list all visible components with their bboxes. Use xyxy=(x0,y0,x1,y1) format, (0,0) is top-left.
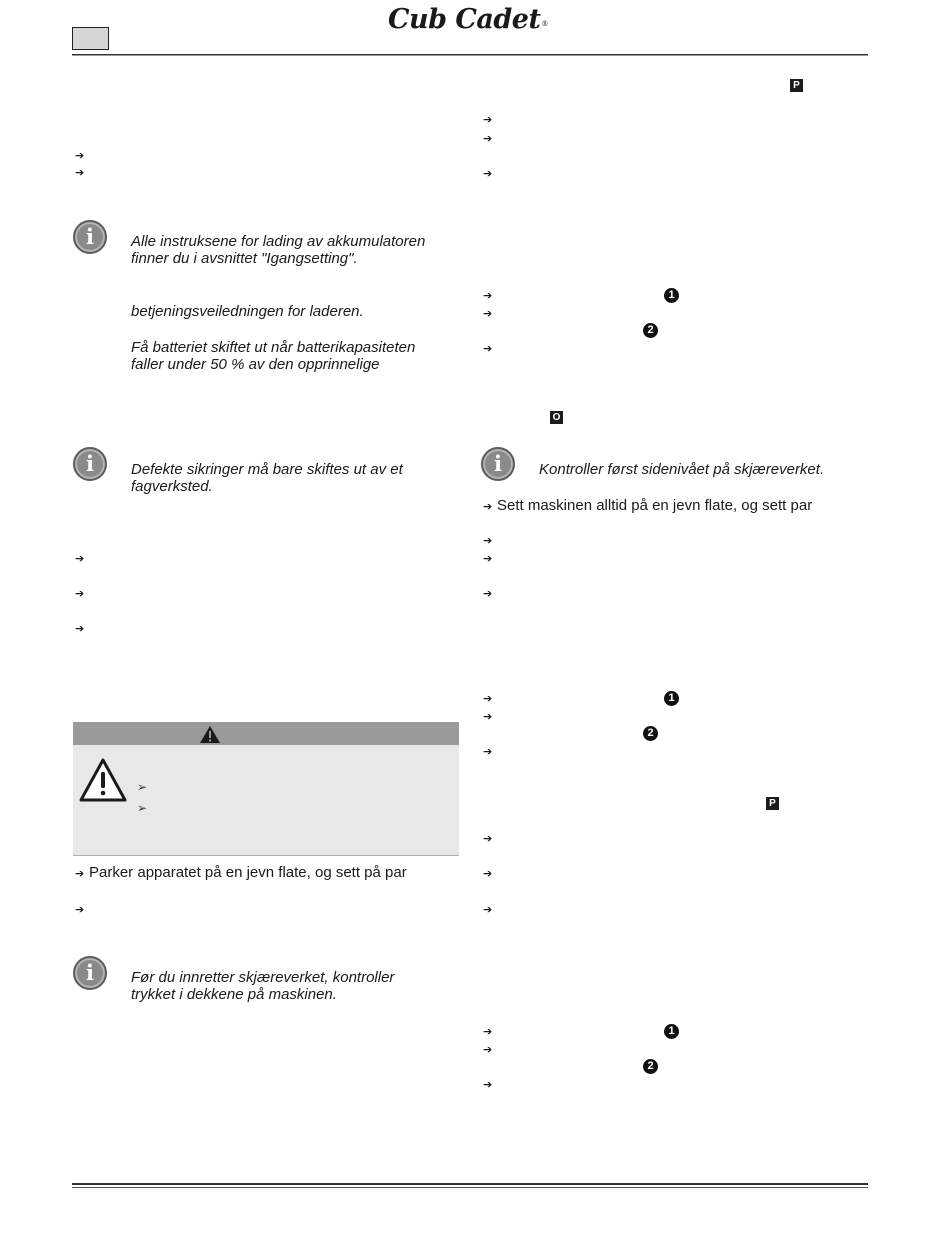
arrow-right-icon: ➔ xyxy=(483,552,493,565)
arrow-right-icon: ➔ xyxy=(483,500,493,513)
brand-logo: Cub Cadet® xyxy=(388,4,548,35)
footer-divider xyxy=(72,1183,868,1185)
arrow-right-icon: ➔ xyxy=(75,867,85,880)
info-text-line: faller under 50 % av den opprinnelige xyxy=(131,356,380,373)
info-text-line: Defekte sikringer må bare skiftes ut av et xyxy=(131,461,403,478)
arrow-right-icon: ➔ xyxy=(483,342,493,355)
warning-triangle-icon xyxy=(78,757,128,803)
warning-triangle-icon xyxy=(199,725,221,744)
arrow-right-icon: ➔ xyxy=(483,745,493,758)
info-text-line: Før du innretter skjæreverket, kontroller xyxy=(131,969,395,986)
chevron-right-icon: ➢ xyxy=(137,780,148,794)
info-text-line: fagverksted. xyxy=(131,478,213,495)
page-number-box xyxy=(72,27,109,50)
arrow-right-icon: ➔ xyxy=(483,1025,493,1038)
arrow-right-icon: ➔ xyxy=(483,692,493,705)
info-text-line: Kontroller først sidenivået på skjæreverket. xyxy=(539,461,825,478)
footer-divider xyxy=(72,1187,868,1188)
info-text-line: Få batteriet skiftet ut når batterikapasiteten xyxy=(131,339,416,356)
park-badge: P xyxy=(790,79,803,92)
step-2-badge: 2 xyxy=(643,1059,658,1074)
warning-body xyxy=(73,745,459,856)
info-icon: i xyxy=(481,447,515,481)
step-2-badge: 2 xyxy=(643,726,658,741)
info-text-line: finner du i avsnittet "Igangsetting". xyxy=(131,250,358,267)
info-text-line: trykket i dekkene på maskinen. xyxy=(131,986,337,1003)
arrow-right-icon: ➔ xyxy=(483,587,493,600)
arrow-right-icon: ➔ xyxy=(75,166,85,179)
arrow-right-icon: ➔ xyxy=(483,1078,493,1091)
park-badge: P xyxy=(766,797,779,810)
arrow-right-icon: ➔ xyxy=(483,307,493,320)
arrow-right-icon: ➔ xyxy=(483,710,493,723)
info-text-line: Alle instruksene for lading av akkumulatoren xyxy=(131,233,426,250)
instruction-text: Sett maskinen alltid på en jevn flate, og sett par xyxy=(497,497,813,514)
step-1-badge: 1 xyxy=(664,691,679,706)
step-1-badge: 1 xyxy=(664,1024,679,1039)
arrow-right-icon: ➔ xyxy=(75,622,85,635)
arrow-right-icon: ➔ xyxy=(75,587,85,600)
off-badge: O xyxy=(550,411,563,424)
arrow-right-icon: ➔ xyxy=(483,167,493,180)
arrow-right-icon: ➔ xyxy=(483,832,493,845)
chevron-right-icon: ➢ xyxy=(137,801,148,815)
info-icon: i xyxy=(73,447,107,481)
arrow-right-icon: ➔ xyxy=(483,289,493,302)
warning-header xyxy=(73,722,459,745)
instruction-text: Parker apparatet på en jevn flate, og sett på par xyxy=(89,864,407,881)
arrow-right-icon: ➔ xyxy=(483,903,493,916)
info-text-line: betjeningsveiledningen for laderen. xyxy=(131,303,364,320)
arrow-right-icon: ➔ xyxy=(483,534,493,547)
arrow-right-icon: ➔ xyxy=(75,552,85,565)
step-2-badge: 2 xyxy=(643,323,658,338)
arrow-right-icon: ➔ xyxy=(483,132,493,145)
info-icon: i xyxy=(73,956,107,990)
arrow-right-icon: ➔ xyxy=(483,1043,493,1056)
arrow-right-icon: ➔ xyxy=(483,113,493,126)
arrow-right-icon: ➔ xyxy=(75,149,85,162)
arrow-right-icon: ➔ xyxy=(75,903,85,916)
header-divider xyxy=(72,54,868,56)
info-icon: i xyxy=(73,220,107,254)
arrow-right-icon: ➔ xyxy=(483,867,493,880)
step-1-badge: 1 xyxy=(664,288,679,303)
